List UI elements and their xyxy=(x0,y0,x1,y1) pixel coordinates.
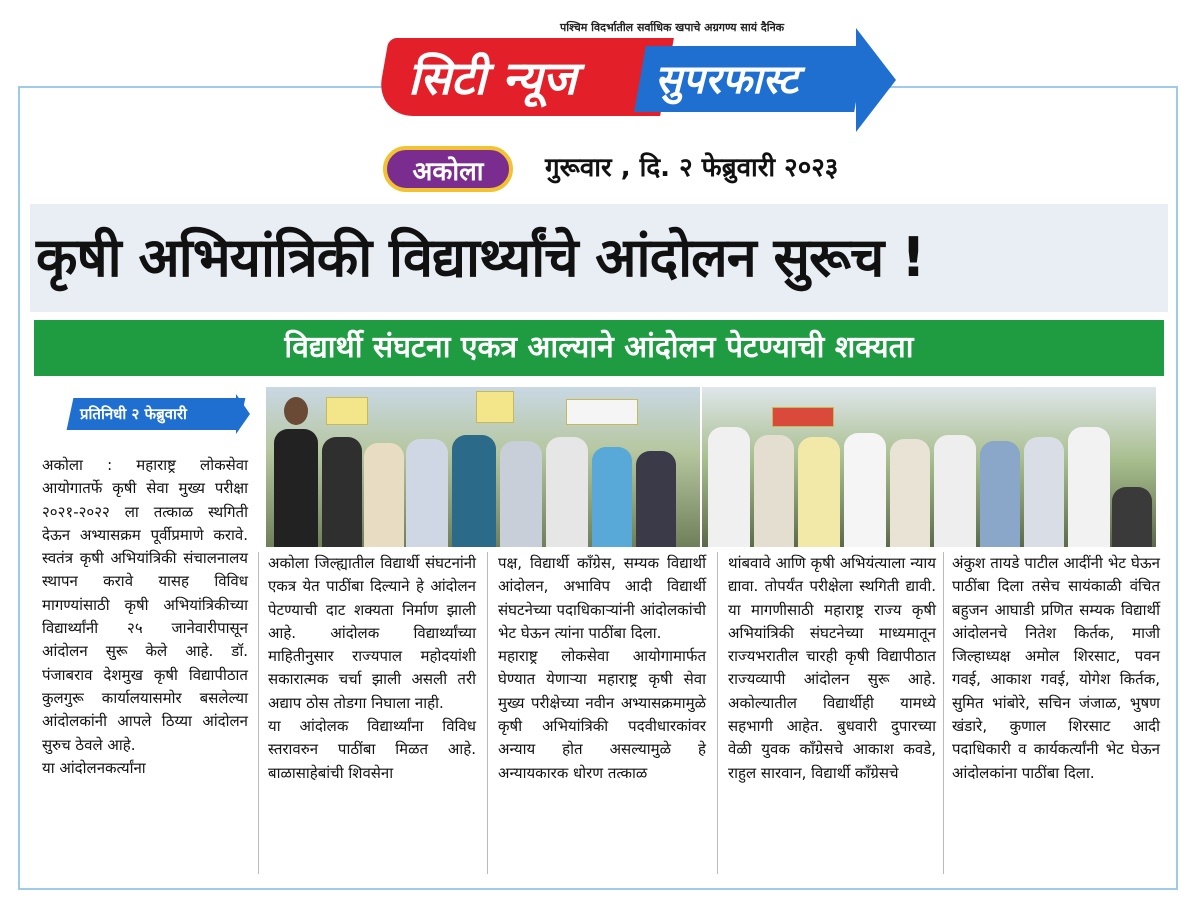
person-figure xyxy=(798,437,840,547)
placard-icon xyxy=(566,399,638,425)
protest-photo-right xyxy=(702,387,1156,547)
placard-icon xyxy=(326,397,368,425)
headline: कृषी अभियांत्रिकी विद्यार्थ्यांचे आंदोलन सुरूच ! xyxy=(36,226,925,289)
person-figure xyxy=(546,437,588,547)
person-figure xyxy=(274,429,318,547)
person-figure xyxy=(406,439,448,547)
article-column-1: अकोला : महाराष्ट्र लोकसेवा आयोगातर्फे कृषी सेवा मुख्य परीक्षा २०२१-२०२२ ला तत्काळ स्थगिती देऊन अभ्यासक्रम पूर्वीप्रमाणे करावे. स्वतंत्र कृषी अभियांत्रिकी संचालनालय स्थापन करावे यासह विविध मागण्यांसाठी कृषी अभियांत्रिकीच्या विद्यार्थ्यांनी २५ जानेवारीपासून आंदोलन सुरू केले आहे. डॉ. पंजाबराव देशमुख कृषी विद्यापीठात कुलगुरू कार्यालयासमोर बसलेल्या आंदोलकांनी आपले ठिय्या आंदोलन सुरुच ठेवले आहे. या आंदोलनकर्त्यांना xyxy=(42,456,248,777)
person-figure xyxy=(1112,487,1152,547)
masthead-arrow-icon xyxy=(856,28,896,132)
article-column-4: थांबवावे आणि कृषी अभियंत्याला न्याय द्यावा. तोपर्यंत परीक्षेला स्थगिती द्यावी. या मागणीसाठी महाराष्ट्र राज्य कृषी अभियांत्रिकी संघटनेच्या माध्यमातून राज्यभरातील चारही कृषी विद्यापीठात राज्यव्यापी आंदोलन सुरू आहे. अकोल्यातील विद्यार्थीही यामध्ये सहभागी आहेत. बुधवारी दुपारच्या वेळी युवक कॉंग्रेसचे आकाश कवडे, राहुल सारवान, विद्यार्थी कॉंग्रेसचे xyxy=(728,554,936,782)
article-column-3: पक्ष, विद्यार्थी कॉंग्रेस, सम्यक विद्यार्थी आंदोलन, अभाविप आदी विद्यार्थी संघटनेच्या पदाधिकाऱ्यांनी आंदोलकांची भेट घेऊन त्यांना पाठींबा दिला. महाराष्ट्र लोकसेवा आयोगामार्फत घेण्यात येणाऱ्या महाराष्ट्र कृषी सेवा मुख्य परीक्षेच्या नवीन अभ्यासक्रमामुळे कृषी अभियांत्रिकी पदवीधारकांवर अन्याय होत असल्यामुळे हे अन्यायकारक धोरण तत्काळ xyxy=(498,554,706,782)
article-column-5: अंकुश तायडे पाटील आदींनी भेट घेऊन पाठींबा दिला तसेच सायंकाळी वंचित बहुजन आघाडी प्रणित सम्यक विद्यार्थी आंदोलनचे नितेश किर्तक, माजी जिल्हाध्यक्ष अमोल शिरसाट, पवन गवई, आकाश गवई, योगेश किर्तक, सुमित भांबोरे, सचिन जंजाळ, भुषण खंडारे, कुणाल शिरसाट आदी पदाधिकारी व कार्यकर्त्यांनी भेट घेऊन आंदोलकांना पाठींबा दिला. xyxy=(952,554,1160,782)
person-head xyxy=(284,397,308,425)
protest-photo-left xyxy=(266,387,700,547)
masthead-tagline: पश्चिम विदर्भातील सर्वाधिक खपाचे अग्रगण्य सायं दैनिक xyxy=(560,21,785,34)
person-figure xyxy=(500,441,542,547)
person-figure xyxy=(980,441,1020,547)
byline-arrow-icon xyxy=(236,394,250,434)
person-figure xyxy=(452,435,496,547)
person-figure xyxy=(592,447,632,547)
masthead-logo xyxy=(370,28,910,146)
person-figure xyxy=(322,437,362,547)
issue-date: गुरूवार , दि. २ फेब्रुवारी २०२३ xyxy=(545,153,839,183)
banner-icon xyxy=(772,407,834,427)
person-figure xyxy=(754,435,794,547)
masthead-name-left: सिटी न्यूज xyxy=(408,51,577,105)
column-divider xyxy=(717,552,718,874)
person-figure xyxy=(1024,437,1064,547)
person-figure xyxy=(1068,427,1110,547)
masthead-name-right: सुपरफास्ट xyxy=(655,57,799,103)
column-divider xyxy=(258,552,259,874)
person-figure xyxy=(708,427,750,547)
column-divider xyxy=(943,552,944,874)
person-figure xyxy=(890,439,930,547)
article-column-2: अकोला जिल्ह्यातील विद्यार्थी संघटनांनी एकत्र येत पाठींबा दिल्याने हे आंदोलन पेटण्याची दाट शक्यता निर्माण झाली आहे. आंदोलक विद्यार्थ्यांच्या माहितीनुसार राज्यपाल महोदयांशी सकारात्मक चर्चा झाली असली तरी अद्याप ठोस तोडगा निघाला नाही. या आंदोलक विद्यार्थ्यांना विविध स्तरावरुन पाठींबा मिळत आहे. बाळासाहेबांची शिवसेना xyxy=(268,554,476,782)
person-figure xyxy=(844,433,886,547)
column-divider xyxy=(487,552,488,874)
subheadline: विद्यार्थी संघटना एकत्र आल्याने आंदोलन पेटण्याची शक्यता xyxy=(34,320,1164,376)
person-figure xyxy=(934,435,976,547)
city-badge: अकोला xyxy=(383,146,513,192)
byline: प्रतिनिधी २ फेब्रुवारी xyxy=(80,405,187,423)
person-figure xyxy=(364,443,404,547)
person-figure xyxy=(636,451,676,547)
placard-icon xyxy=(476,391,514,423)
